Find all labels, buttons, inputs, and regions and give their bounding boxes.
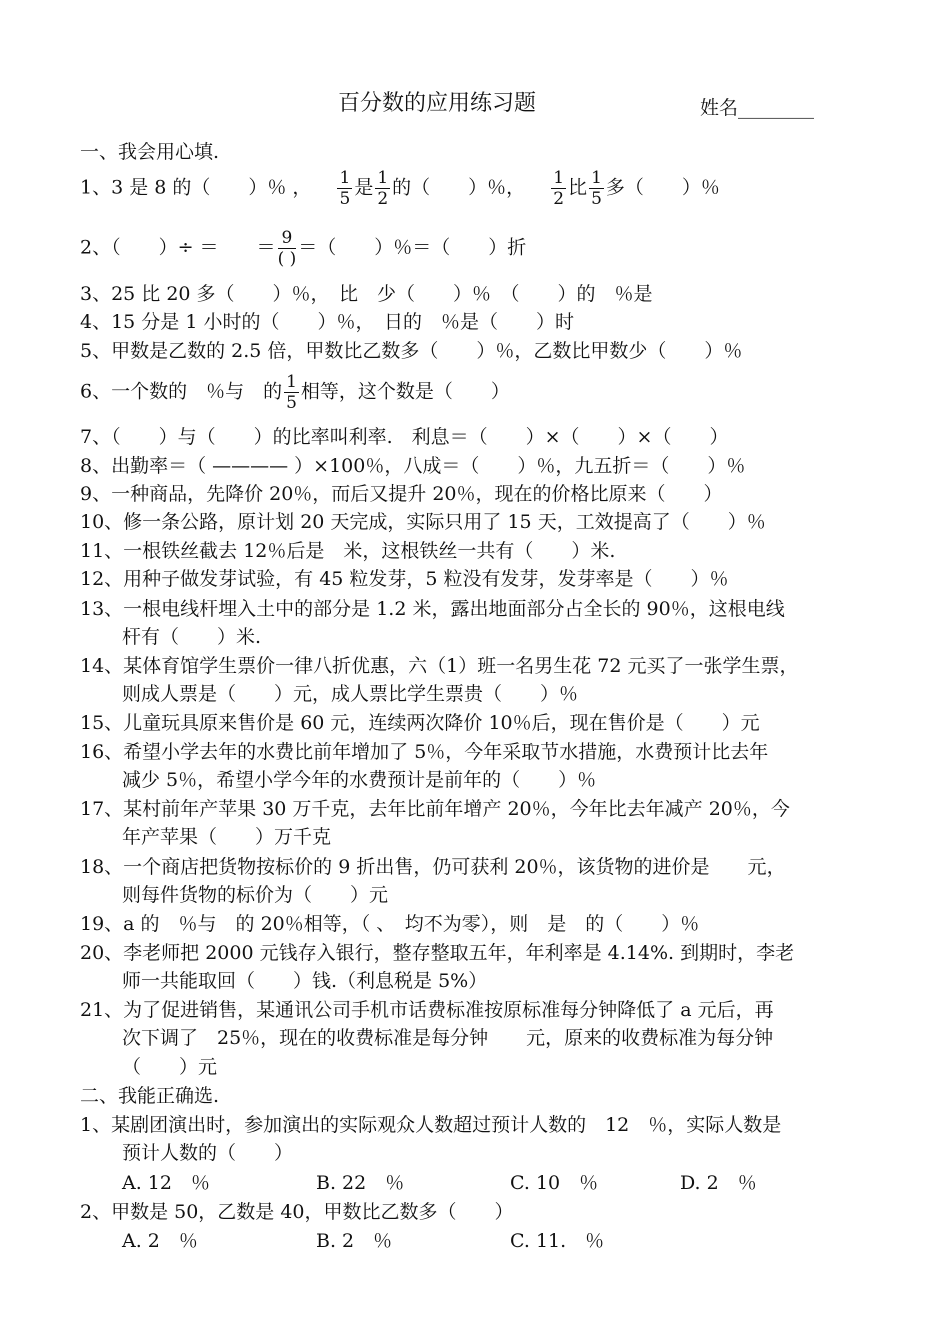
question-10: 10、修一条公路，原计划 20 天完成，实际只用了 15 天，工效提高了（ ）％ — [80, 511, 766, 533]
fraction: $\frac{1}{5}$ — [286, 372, 297, 413]
question-6 — [80, 372, 510, 413]
question-9: 9、一种商品，先降价 20％，而后又提升 20％，现在的价格比原来（ ） — [80, 483, 723, 505]
fraction: $\frac{1}{5}$ — [339, 168, 351, 209]
q2-text-b: ＝（ ）％＝（ ）折 — [298, 236, 527, 259]
q1-text-d: 比 — [568, 176, 588, 199]
question-17-cont: 年产苹果（ ）万千克 — [122, 826, 332, 848]
page-title: 百分数的应用练习题 — [338, 91, 537, 116]
q1-text-e: 多（ ）％ — [605, 176, 720, 199]
question-11: 11、一根铁丝截去 12％后是 米，这根铁丝一共有（ ）米. — [80, 540, 616, 562]
question-21-cont: 次下调了 25％，现在的收费标准是每分钟 元，原来的收费标准为每分钟 — [122, 1027, 774, 1049]
question-18-cont: 则每件货物的标价为（ ）元 — [122, 884, 389, 906]
choice-option-b: B. 2 ％ — [316, 1230, 393, 1252]
question-16-cont: 减少 5％，希望小学今年的水费预计是前年的（ ）％ — [122, 769, 597, 791]
question-5: 5、甲数是乙数的 2.5 倍，甲数比乙数多（ ）％，乙数比甲数少（ ）％ — [80, 340, 743, 362]
choice-option-a: A. 2 ％ — [122, 1230, 198, 1252]
question-1 — [80, 168, 720, 209]
section-heading: 二、我能正确选. — [80, 1085, 220, 1107]
q6-text-a: 6、一个数的 ％与 的 — [80, 380, 283, 403]
choice-option-c: C. 11. ％ — [510, 1230, 605, 1252]
q6-text-b: 相等，这个数是（ ） — [300, 380, 510, 403]
choice-option-a: A. 12 ％ — [122, 1172, 210, 1194]
question-21-cont-2: （ ）元 — [122, 1056, 218, 1078]
question-12: 12、用种子做发芽试验，有 45 粒发芽，5 粒没有发芽，发芽率是（ ）％ — [80, 568, 729, 590]
name-field-label: 姓名________ — [700, 97, 815, 119]
fraction: $\frac{9}{( )}$ — [277, 228, 297, 269]
question-13-cont: 杆有（ ）米. — [122, 626, 262, 648]
choice-question-1-cont: 预计人数的（ ） — [122, 1142, 294, 1164]
choice-option-b: B. 22 ％ — [316, 1172, 405, 1194]
question-20: 20、李老师把 2000 元钱存入银行，整存整取五年，年利率是 4.14%. 到期时，李老 — [80, 942, 795, 964]
choice-question-1: 1、某剧团演出时，参加演出的实际观众人数超过预计人数的 12 ％，实际人数是 — [80, 1114, 782, 1136]
choice-question-2: 2、甲数是 50，乙数是 40，甲数比乙数多（ ） — [80, 1201, 514, 1223]
q1-text-c: 的（ ）％， — [392, 176, 526, 199]
q1-text-a: 1、3 是 8 的（ ）％ ， — [80, 176, 312, 199]
question-7: 7、（ ）与（ ）的比率叫利率. 利息＝（ ）×（ ）×（ ） — [80, 426, 729, 448]
question-16: 16、希望小学去年的水费比前年增加了 5％，今年采取节水措施，水费预计比去年 — [80, 741, 769, 763]
choice-option-d: D. 2 ％ — [680, 1172, 757, 1194]
question-14: 14、某体育馆学生票价一律八折优惠，六（1）班一名男生花 72 元买了一张学生票， — [80, 655, 799, 677]
q1-text-b: 是 — [354, 176, 374, 199]
q2-text-a: 2、（ ）÷ ＝ ＝ — [80, 236, 276, 259]
fraction: $\frac{1}{5}$ — [591, 168, 602, 209]
choice-option-c: C. 10 ％ — [510, 1172, 599, 1194]
question-3: 3、25 比 20 多（ ）％， 比 少（ ）％ （ ）的 ％是 — [80, 283, 653, 305]
fraction: $\frac{1}{2}$ — [377, 168, 389, 209]
question-19: 19、a 的 ％与 的 20％相等，（ 、 均不为零），则 是 的（ ）％ — [80, 913, 700, 935]
question-14-cont: 则成人票是（ ）元，成人票比学生票贵（ ）％ — [122, 683, 579, 705]
question-18: 18、一个商店把货物按标价的 9 折出售，仍可获利 20％，该货物的进价是 元， — [80, 856, 786, 878]
question-2 — [80, 228, 526, 269]
question-21: 21、为了促进销售，某通讯公司手机市话费标准按原标准每分钟降低了 a 元后，再 — [80, 999, 774, 1021]
section-heading: 一、我会用心填. — [80, 141, 220, 163]
question-8: 8、出勤率＝（ ———— ）×100％，八成＝（ ）％，九五折＝（ ）％ — [80, 455, 746, 477]
question-15: 15、儿童玩具原来售价是 60 元，连续两次降价 10％后，现在售价是（ ）元 — [80, 712, 760, 734]
question-17: 17、某村前年产苹果 30 万千克，去年比前年增产 20％，今年比去年减产 20％，今 — [80, 798, 790, 820]
fraction: $\frac{1}{2}$ — [553, 168, 565, 209]
question-4: 4、15 分是 1 小时的（ ）％， 日的 ％是（ ）时 — [80, 311, 574, 333]
question-20-cont: 师一共能取回（ ）钱.（利息税是 5%） — [122, 970, 488, 992]
question-13: 13、一根电线杆埋入土中的部分是 1.2 米，露出地面部分占全长的 90％，这根电线 — [80, 598, 785, 620]
